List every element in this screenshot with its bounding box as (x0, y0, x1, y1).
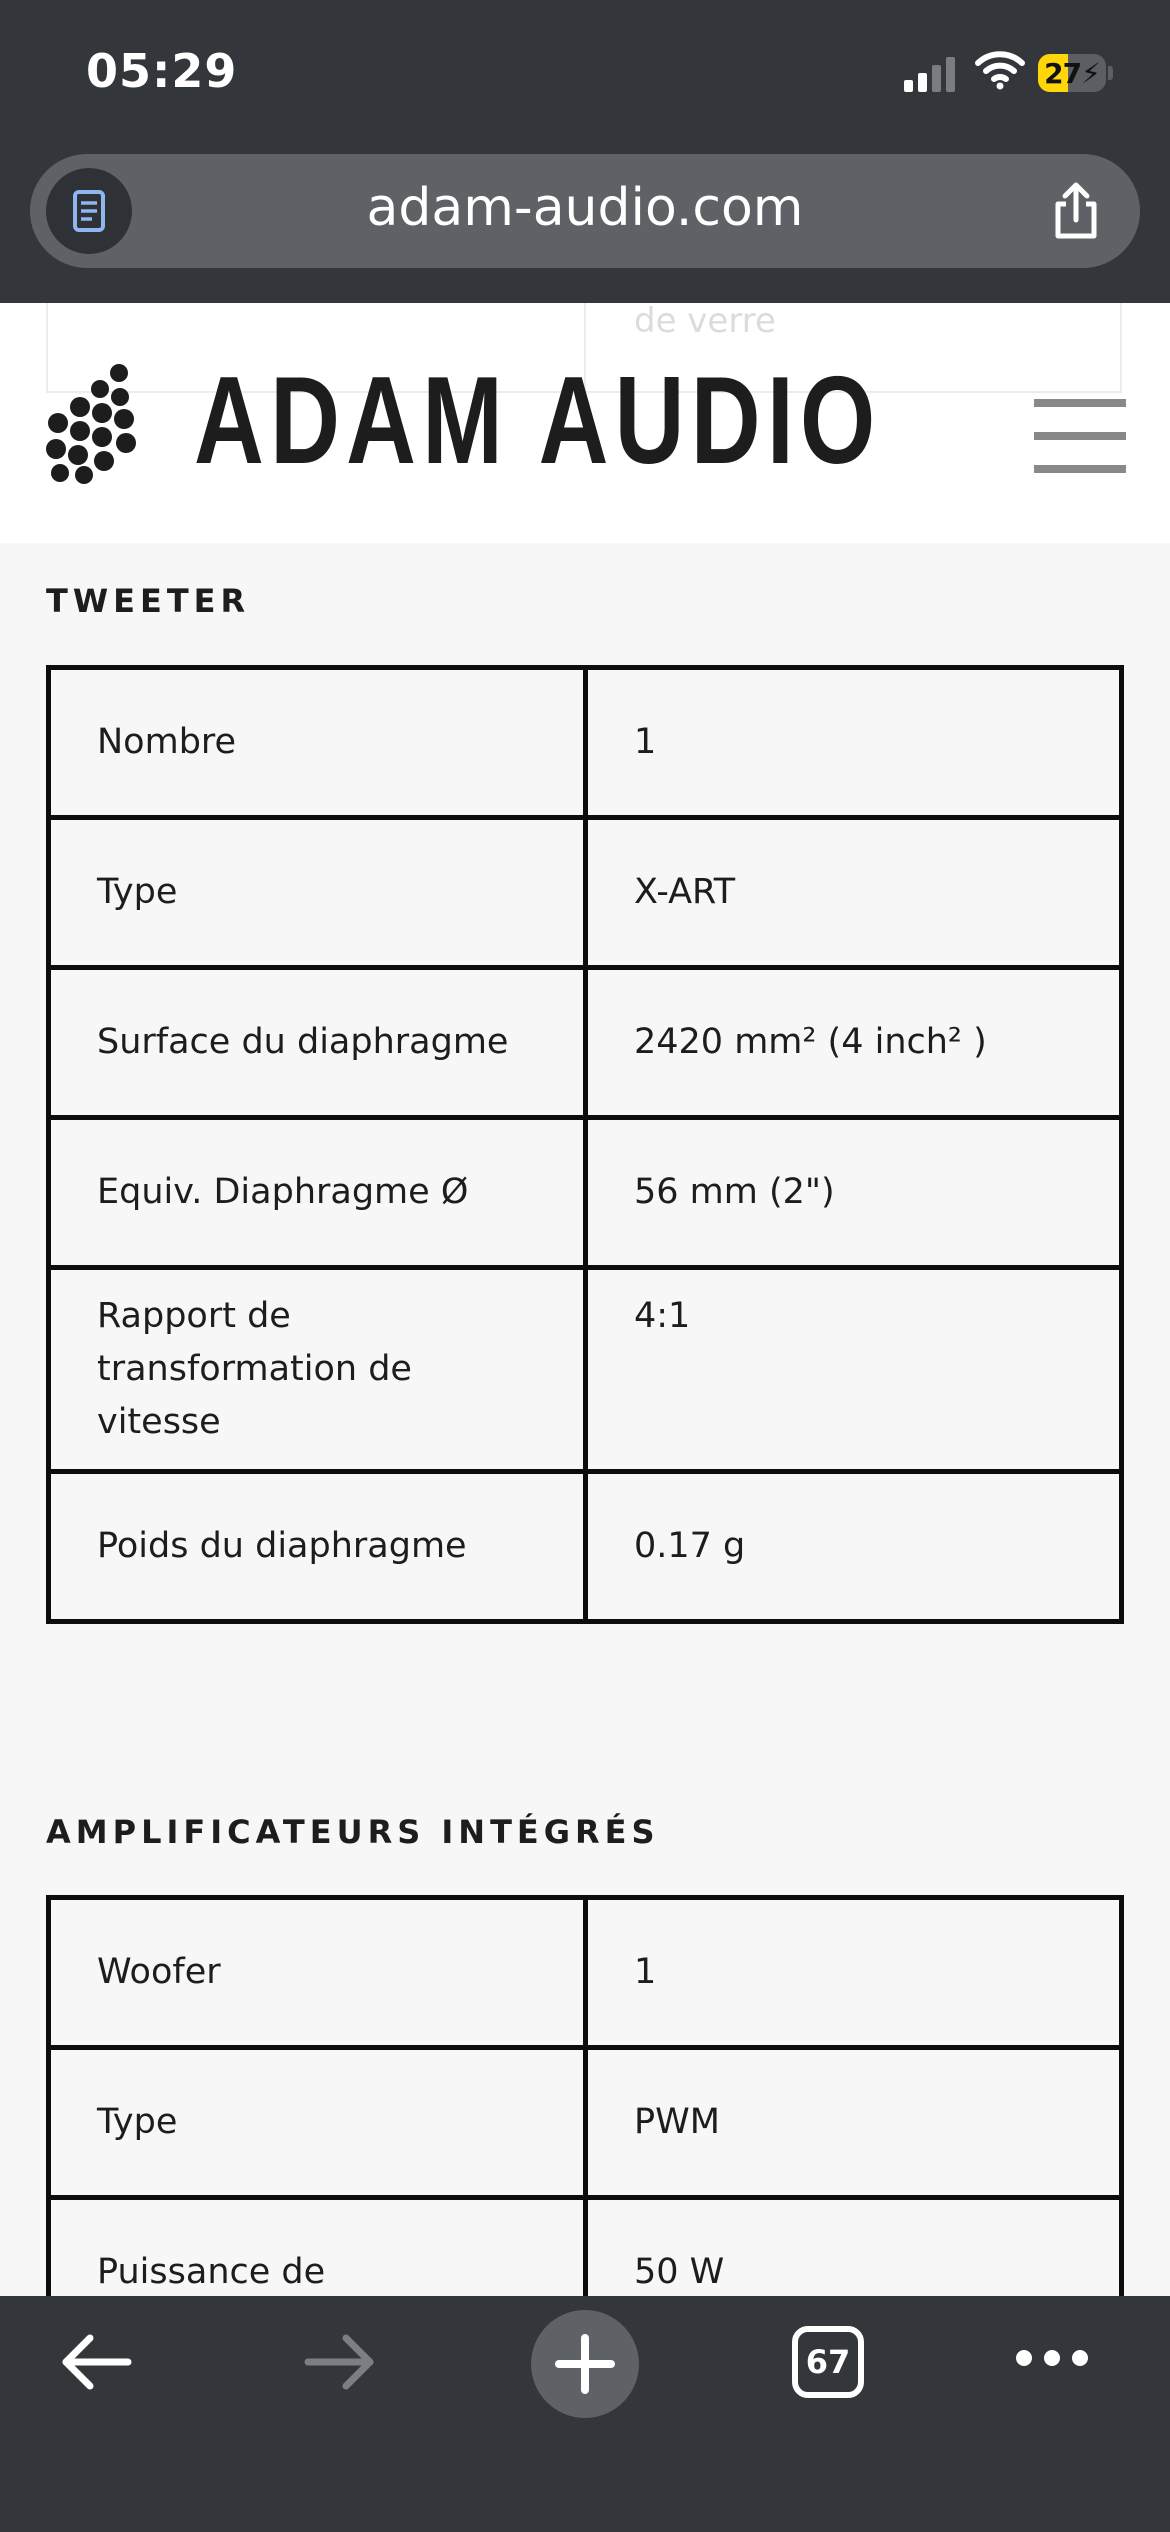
table-row (49, 2048, 1122, 2198)
battery-charging-icon: 27⚡ (1038, 54, 1106, 92)
share-icon[interactable] (1048, 182, 1104, 242)
spec-value: X-ART (586, 818, 1122, 968)
wifi-icon (975, 50, 1025, 90)
table-row (49, 968, 1122, 1118)
spec-value: 50 W (586, 2198, 1122, 2348)
section-title-tweeter: TWEETER (46, 582, 251, 620)
new-tab-button[interactable] (531, 2310, 639, 2418)
adam-audio-logo-icon[interactable] (42, 363, 146, 485)
browser-top-bar (0, 0, 1170, 303)
table-row (49, 668, 1122, 818)
spec-key: Nombre (49, 668, 586, 818)
spec-value: 2420 mm² (4 inch² ) (586, 968, 1122, 1118)
spec-key: Equiv. Diaphragme Ø (49, 1118, 586, 1268)
spec-key: Rapport de transformation de vitesse (49, 1268, 586, 1472)
cellular-signal-icon (904, 56, 958, 92)
section-title-amplifiers: AMPLIFICATEURS INTÉGRÉS (46, 1813, 660, 1851)
spec-key: Puissance de (49, 2198, 586, 2348)
spec-key: Type (49, 818, 586, 968)
spec-value: 0.17 g (586, 1472, 1122, 1622)
back-arrow-icon[interactable] (58, 2330, 134, 2394)
partial-text: de verre (634, 303, 776, 341)
url-text[interactable]: adam-audio.com (366, 178, 804, 238)
table-row (49, 1268, 1122, 1472)
spec-key: Surface du diaphragme (49, 968, 586, 1118)
battery-level: 27 (1044, 57, 1082, 90)
site-header (0, 303, 1170, 543)
table-row (49, 818, 1122, 968)
spec-value: 56 mm (2") (586, 1118, 1122, 1268)
spec-key: Poids du diaphragme (49, 1472, 586, 1622)
hamburger-menu-icon[interactable] (1034, 399, 1126, 473)
spec-key: Type (49, 2048, 586, 2198)
tabs-icon[interactable]: 67 (792, 2326, 864, 2398)
browser-bottom-toolbar (0, 2296, 1170, 2532)
spec-value: 1 (586, 1898, 1122, 2048)
forward-arrow-icon[interactable] (302, 2330, 378, 2394)
spec-value: 1 (586, 668, 1122, 818)
spec-key: Woofer (49, 1898, 586, 2048)
spec-value: PWM (586, 2048, 1122, 2198)
brand-name[interactable]: ADAM AUDIO (194, 352, 882, 490)
status-time: 05:29 (86, 44, 238, 98)
spec-value: 4:1 (586, 1268, 1122, 1472)
amplifiers-spec-table (46, 1895, 1124, 2350)
table-row (49, 1898, 1122, 2048)
new-tab-plus-icon (531, 2310, 639, 2418)
tweeter-spec-table (46, 665, 1124, 1624)
address-bar[interactable] (30, 154, 1140, 268)
table-row (49, 1472, 1122, 1622)
table-row (49, 1118, 1122, 1268)
more-icon[interactable] (1014, 2346, 1090, 2370)
